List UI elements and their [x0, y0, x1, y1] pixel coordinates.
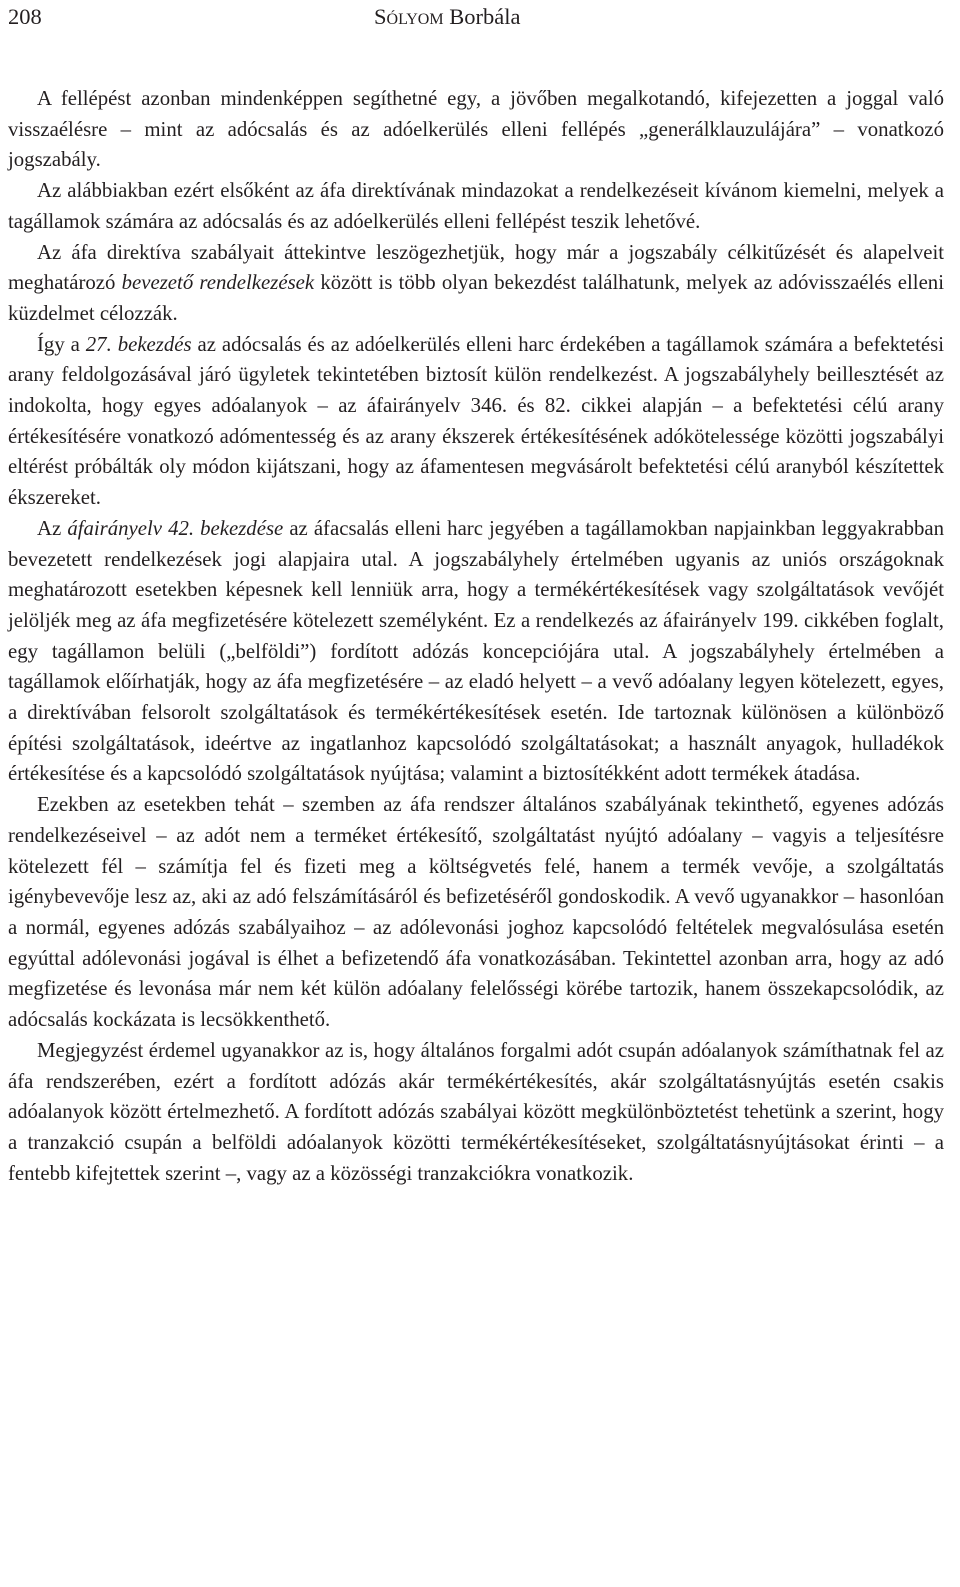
paragraph	[8, 790, 944, 1036]
paragraph	[8, 330, 944, 514]
body-text	[8, 84, 944, 1189]
paragraph-text: az adócsalás és az adóelkerülés elleni harc érdekében a tagállamok számára a befektetési arany feldolgozásával járó ügyletek tekintetében biztosít külön rendelkezést. A jogszabályhely beillesztését az indokolta, hogy egyes adóalanyok – az áfairányelv 346. és 82. cikkei alapján – a befektetési célú arany értékesítésére vonatkozó adómentesség és az arany ékszerek értékesítésének adókötelessége közötti jogszabályi eltérést próbálták oly módon kijátszani, hogy az áfamentesen megvásárolt befektetési célú aranyból készítettek ékszereket.	[8, 332, 944, 510]
paragraph	[8, 1036, 944, 1190]
paragraph-text: Az áfa direktíva szabályait áttekintve leszögezhetjük, hogy már a jogszabály célkitűzését és alapelveit meghatározó	[8, 240, 944, 295]
emphasis-text: 27. bekezdés	[85, 332, 192, 356]
running-head	[8, 2, 952, 32]
paragraph-text: Így a	[37, 332, 86, 356]
paragraph	[8, 238, 944, 330]
emphasis-text: bevezető rendelkezések	[121, 271, 315, 295]
paragraph-text: Megjegyzést érdemel ugyanakkor az is, hogy általános forgalmi adót csupán adóalanyok számíthatnak fel az áfa rendszerében, ezért a fordított adózás akár termékértékesítés, akár szolgáltatásnyújtás esetén csakis adóalanyok között értelmezhető. A fordított adózás szabályai között megkülönböztetést tehetünk a szerint, hogy a tranzakció csupán a belföldi adóalanyok közötti termékértékesítéseket, szolgáltatásnyújtásokat érinti – a fentebb kifejtettek szerint –, vagy az a közösségi tranzakciókra vonatkozik.	[8, 1038, 944, 1185]
emphasis-text: áfairányelv 42. bekezdése	[67, 516, 284, 540]
paragraph-text: az áfacsalás elleni harc jegyében a tagállamokban napjainkban leggyakrabban bevezetett rendelkezések jogi alapjaira utal. A jogszabályhely értelmében ugyanis az uniós országoknak meghatározott esetekben képesnek kell lenniük arra, hogy a termékértékesítések vagy szolgáltatások vevőjét jelöljék meg az áfa megfizetésére kötelezett személyként. Ez a rendelkezés az áfairányelv 199. cikkében foglalt, egy tagállamon belüli („belföldi”) fordított adózás koncepciójára utal. A jogszabályhely értelmében a tagállamok előírhatják, hogy az áfa megfizetésére – az eladó helyett – a vevő adóalany legyen kötelezett, egyes, a direktívában felsorolt szolgáltatások és termékértékesítések esetén. Ide tartoznak különösen a különböző építési szolgáltatások, ideértve az ingatlanhoz kapcsolódó szolgáltatásokat; a használt anyagok, hulladékok értékesítése és a kapcsolódó szolgáltatások nyújtása; valamint a biztosítékként adott termékek átadása.	[8, 516, 944, 786]
paragraph	[8, 514, 944, 790]
paragraph-text: Az	[37, 516, 68, 540]
author-surname: Sólyom	[374, 4, 444, 29]
paragraph-text: Ezekben az esetekben tehát – szemben az áfa rendszer általános szabályának tekinthető, egyenes adózás rendelkezéseivel – az adót nem a terméket értékesítő, szolgáltatást nyújtó adóalany – vagyis a teljesítésre kötelezett fél – számítja fel és fizeti meg a költségvetés felé, hanem a termék vevője, a szolgáltatás igénybevevője lesz az, aki az adó felszámításáról és befizetéséről gondoskodik. A vevő ugyanakkor – hasonlóan a normál, egyenes adózás szabályaihoz – az adólevonási joghoz kapcsolódó feltételek megvalósulása esetén egyúttal adólevonási jogával is élhet a befizetendő áfa vonatkozásában. Tekintettel azonban arra, hogy az adó megfizetése és levonása már nem két külön adóalany felelősségi körébe tartozik, hanem összekapcsolódik, az adócsalás kockázata is lecsökkenthető.	[8, 793, 944, 1032]
paragraph-text: Az alábbiakban ezért elsőként az áfa direktívának mindazokat a rendelkezéseit kívánom kiemelni, melyek a tagállamok számára az adócsalás és az adóelkerülés elleni fellépést teszik lehetővé.	[8, 179, 944, 233]
author-given-name: Borbála	[443, 4, 521, 29]
paragraph	[8, 84, 944, 176]
running-head-author	[374, 2, 520, 32]
page-number: 208	[8, 4, 42, 29]
paragraph-text: között is több olyan bekezdést találhatunk, melyek az adóvisszaélés elleni küzdelmet célozzák.	[8, 271, 944, 325]
paragraph-text: A fellépést azonban mindenképpen segíthetné egy, a jövőben megalkotandó, kifejezetten a joggal való visszaélésre – mint az adócsalás és az adóelkerülés elleni fellépés „generálklauzulájára” – vonatkozó jogszabály.	[8, 87, 944, 172]
paragraph	[8, 176, 944, 237]
